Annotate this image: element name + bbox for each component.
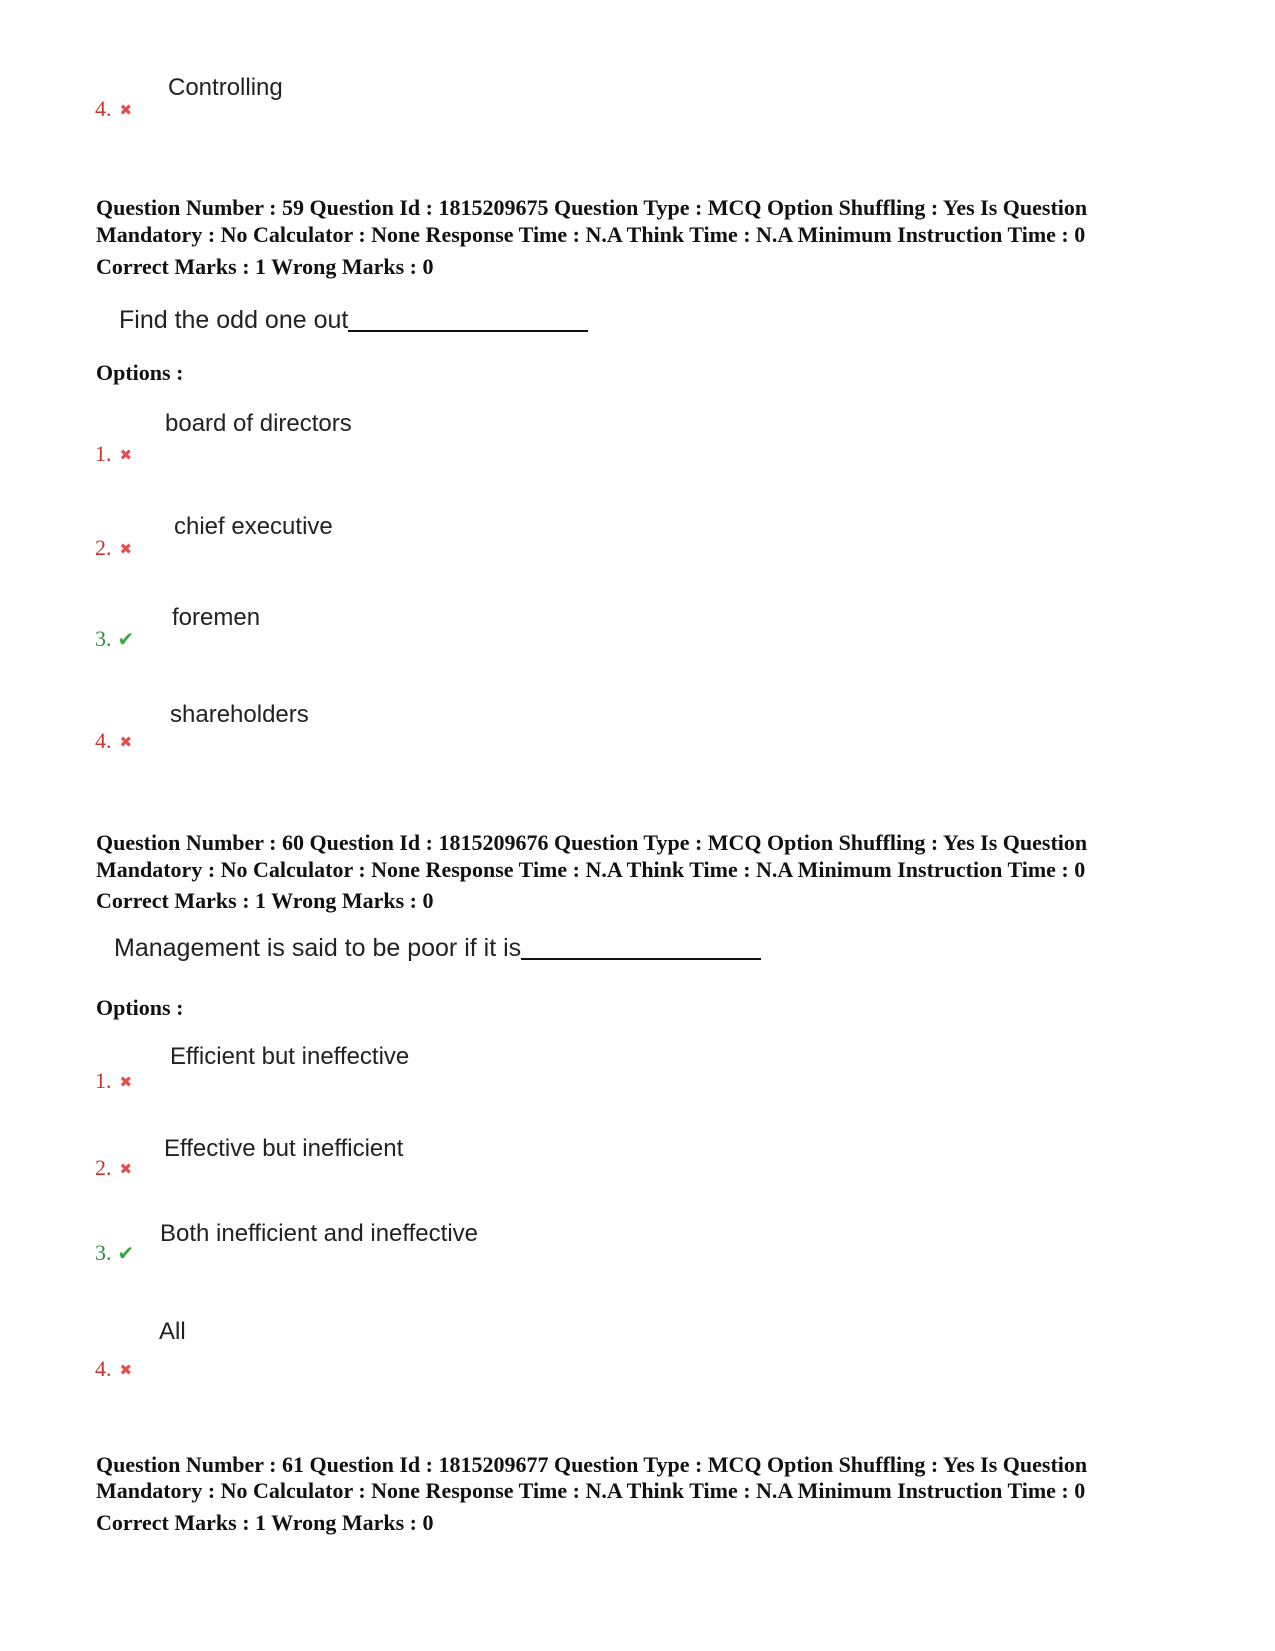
option-text: board of directors — [165, 410, 352, 437]
question-meta-line1: Question Number : 60 Question Id : 1815209676 Question Type : MCQ Option Shuffling : Yes Is Question — [96, 830, 1088, 855]
answer-blank — [521, 958, 761, 960]
cross-icon: ✖ — [119, 540, 133, 558]
option-text: Efficient but ineffective — [170, 1043, 410, 1070]
option-text: Effective but inefficient — [164, 1135, 404, 1162]
option-number-label: 3. — [95, 626, 112, 651]
option-text: Both inefficient and ineffective — [160, 1220, 478, 1247]
option-number — [95, 728, 132, 754]
option-number — [95, 1068, 132, 1094]
question-marks: Correct Marks : 1 Wrong Marks : 0 — [96, 254, 434, 279]
option-text: chief executive — [174, 513, 333, 540]
question-meta-line2: Mandatory : No Calculator : None Response Time : N.A Think Time : N.A Minimum Instruction Time : 0 — [96, 1478, 1086, 1503]
option-number-label: 1. — [95, 1068, 112, 1093]
option-number-label: 2. — [95, 535, 112, 560]
option-number-label: 2. — [95, 1155, 112, 1180]
question-marks: Correct Marks : 1 Wrong Marks : 0 — [96, 888, 434, 913]
question-meta-line1: Question Number : 59 Question Id : 1815209675 Question Type : MCQ Option Shuffling : Yes Is Question — [96, 195, 1088, 220]
option-text: Controlling — [168, 74, 283, 101]
cross-icon: ✖ — [119, 733, 133, 751]
option-number-label: 3. — [95, 1240, 112, 1265]
cross-icon: ✖ — [119, 446, 133, 464]
question-text-label: Find the odd one out — [119, 306, 349, 334]
option-number — [95, 441, 132, 467]
question-text-label: Management is said to be poor if it is — [114, 934, 522, 962]
option-number — [95, 1240, 134, 1266]
question-text — [114, 934, 761, 963]
cross-icon: ✖ — [119, 1160, 133, 1178]
option-number — [95, 626, 134, 652]
option-text: All — [159, 1318, 186, 1345]
option-number — [95, 535, 132, 561]
option-number — [95, 1356, 132, 1382]
option-number — [95, 1155, 132, 1181]
options-label: Options : — [96, 995, 184, 1020]
question-marks: Correct Marks : 1 Wrong Marks : 0 — [96, 1510, 434, 1535]
check-icon: ✔ — [117, 627, 135, 651]
check-icon: ✔ — [117, 1241, 135, 1265]
option-number-label: 4. — [95, 728, 112, 753]
question-meta-line2: Mandatory : No Calculator : None Response Time : N.A Think Time : N.A Minimum Instruction Time : 0 — [96, 857, 1086, 882]
option-number-label: 1. — [95, 441, 112, 466]
question-text — [119, 306, 588, 335]
option-text: shareholders — [170, 701, 309, 728]
cross-icon: ✖ — [119, 101, 133, 119]
cross-icon: ✖ — [119, 1073, 133, 1091]
question-meta-line2: Mandatory : No Calculator : None Response Time : N.A Think Time : N.A Minimum Instruction Time : 0 — [96, 222, 1086, 247]
option-number-label: 4. — [95, 1356, 112, 1381]
option-text: foremen — [172, 604, 261, 631]
option-number-label: 4. — [95, 96, 112, 121]
question-meta-line1: Question Number : 61 Question Id : 1815209677 Question Type : MCQ Option Shuffling : Yes Is Question — [96, 1452, 1088, 1477]
option-number — [95, 96, 132, 122]
answer-blank — [348, 330, 588, 332]
options-label: Options : — [96, 360, 184, 385]
cross-icon: ✖ — [119, 1361, 133, 1379]
